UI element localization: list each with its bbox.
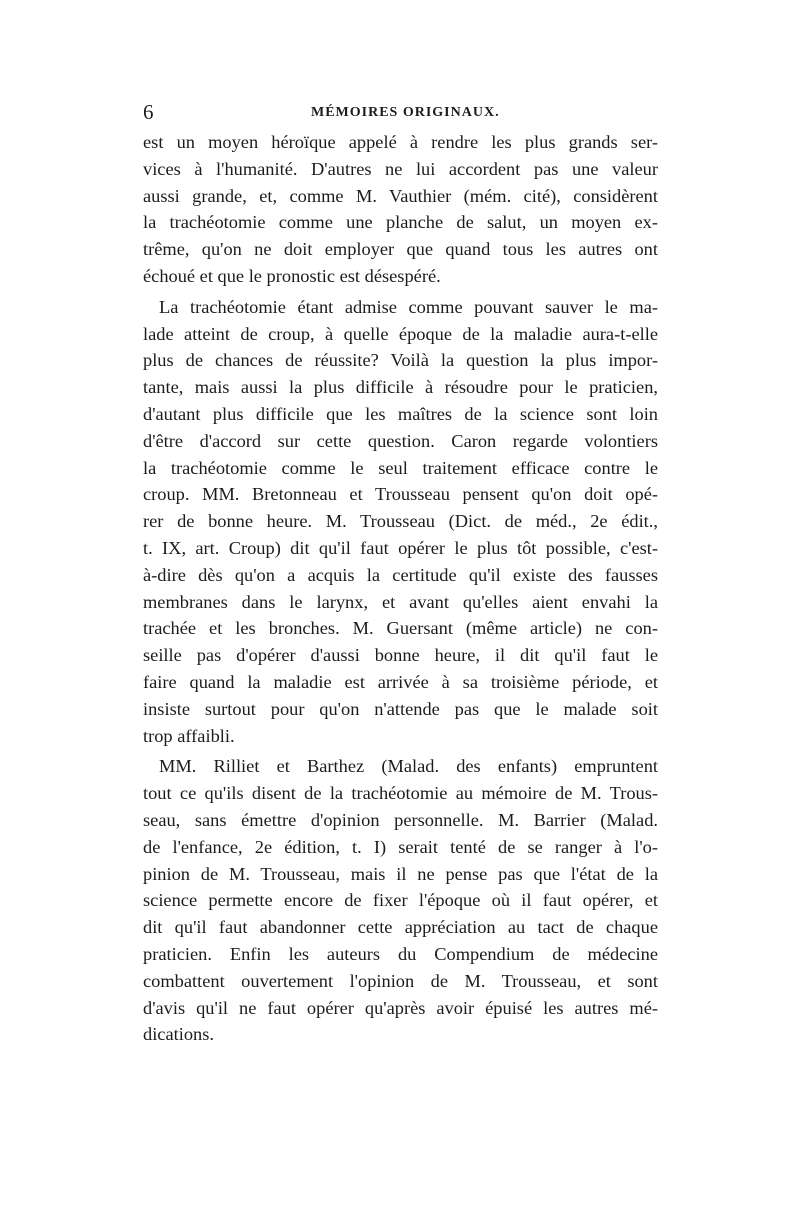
text-line: pinion de M. Trousseau, mais il ne pense pas que l'état de la xyxy=(143,863,658,884)
text-line: t. IX, art. Croup) dit qu'il faut opérer le plus tôt possible, c'est- xyxy=(143,537,658,558)
text-body xyxy=(143,129,658,1048)
text-line: est un moyen héroïque appelé à rendre les plus grands ser- xyxy=(143,132,658,152)
text-line: tout ce qu'ils disent de la trachéotomie au mémoire de M. Trous- xyxy=(143,783,658,804)
text-line: seau, sans émettre d'opinion personnelle. M. Barrier (Malad. xyxy=(143,809,658,830)
text-line: d'avis qu'il ne faut opérer qu'après avoir épuisé les autres mé- xyxy=(143,997,658,1018)
text-line: plus de chances de réussite? Voilà la question la plus impor- xyxy=(143,350,658,371)
text-line: la trachéotomie comme une planche de salut, un moyen ex- xyxy=(143,212,658,233)
text-line: MM. Rilliet et Barthez (Malad. des enfants) empruntent xyxy=(159,756,658,777)
text-line: membranes dans le larynx, et avant qu'elles aient envahi la xyxy=(143,591,658,612)
text-line: tante, mais aussi la plus difficile à résoudre pour le praticien, xyxy=(143,377,658,398)
text-line: insiste surtout pour qu'on n'attende pas que le malade soit xyxy=(143,698,658,719)
text-line: aussi grande, et, comme M. Vauthier (mém. cité), considèrent xyxy=(143,185,658,206)
text-line: d'être d'accord sur cette question. Caron regarde volontiers xyxy=(143,430,658,451)
text-line: d'autant plus difficile que les maîtres de la science sont loin xyxy=(143,403,658,424)
text-line: science permette encore de fixer l'époque où il faut opérer, et xyxy=(143,890,658,911)
text-line: rer de bonne heure. M. Trousseau (Dict. de méd., 2e édit., xyxy=(143,511,658,532)
text-line: trachée et les bronches. M. Guersant (même article) ne con- xyxy=(143,618,658,639)
text-line: vices à l'humanité. D'autres ne lui accordent pas une valeur xyxy=(143,158,658,179)
text-line: lade atteint de croup, à quelle époque de la maladie aura-t-elle xyxy=(143,323,658,344)
text-line: seille pas d'opérer d'aussi bonne heure, il dit qu'il faut le xyxy=(143,645,658,666)
paragraph-2 xyxy=(143,294,658,750)
text-line: trop affaibli. xyxy=(143,725,235,746)
text-line: faire quand la maladie est arrivée à sa troisième période, et xyxy=(143,671,658,692)
text-line: de l'enfance, 2e édition, t. I) serait tenté de se ranger à l'o- xyxy=(143,836,658,857)
running-head: MÉMOIRES ORIGINAUX. xyxy=(311,105,500,120)
text-line: combattent ouvertement l'opinion de M. Trousseau, et sont xyxy=(143,970,658,991)
paragraph-3 xyxy=(143,753,658,1048)
text-line: échoué et que le pronostic est désespéré. xyxy=(143,265,441,286)
text-line: La trachéotomie étant admise comme pouvant sauver le ma- xyxy=(159,296,658,317)
text-line: croup. MM. Bretonneau et Trousseau pensent qu'on doit opé- xyxy=(143,484,658,505)
page-number: 6 xyxy=(143,100,154,124)
page-header xyxy=(143,100,658,124)
text-line: à-dire dès qu'on a acquis la certitude qu'il existe des fausses xyxy=(143,564,658,585)
text-line: dications. xyxy=(143,1024,214,1045)
paragraph-1 xyxy=(143,129,658,290)
text-line: dit qu'il faut abandonner cette appréciation au tact de chaque xyxy=(143,917,658,938)
text-line: trême, qu'on ne doit employer que quand tous les autres ont xyxy=(143,239,658,260)
text-line: praticien. Enfin les auteurs du Compendium de médecine xyxy=(143,943,658,964)
text-line: la trachéotomie comme le seul traitement efficace contre le xyxy=(143,457,658,478)
